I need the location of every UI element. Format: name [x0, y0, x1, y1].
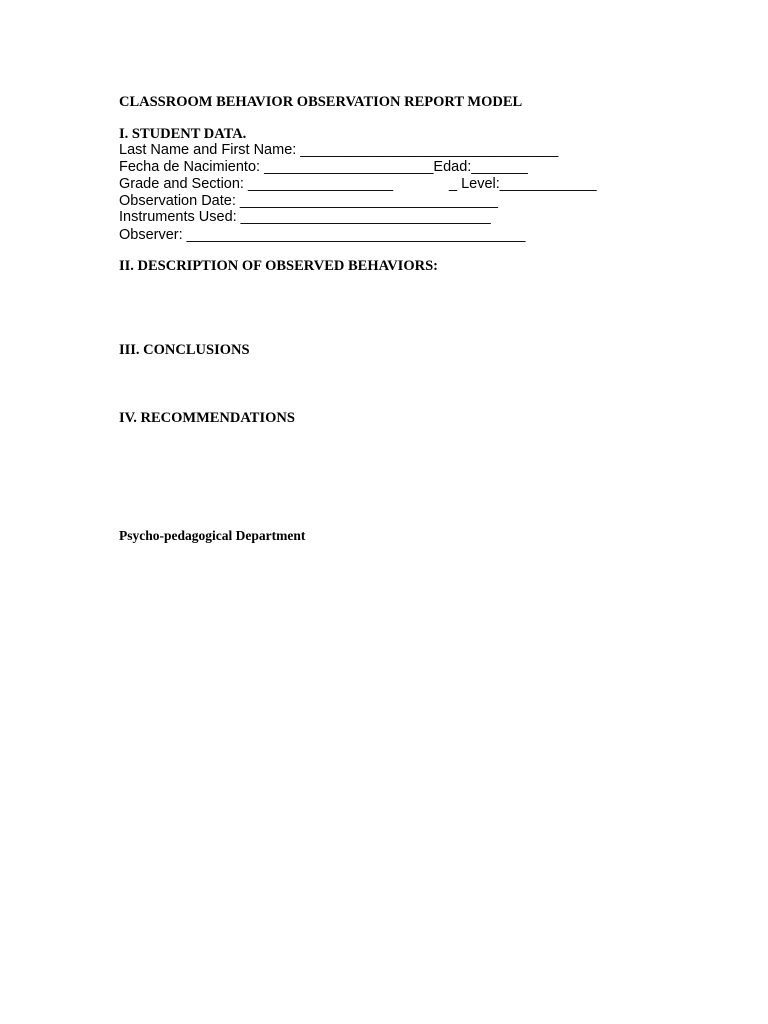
section-recommendations-heading: IV. RECOMMENDATIONS: [119, 410, 295, 426]
field-instruments-used-label: Instruments Used: _______________________________: [119, 209, 491, 225]
field-name: [119, 142, 558, 159]
field-observation-date-label: Observation Date: ________________________________: [119, 193, 498, 209]
field-grade-level-row: [119, 176, 597, 193]
section-observed-behaviors-heading: II. DESCRIPTION OF OBSERVED BEHAVIORS:: [119, 258, 438, 274]
section-conclusions-heading: III. CONCLUSIONS: [119, 342, 250, 358]
field-observation-date: [119, 193, 498, 210]
field-birth-age-row: [119, 159, 528, 176]
field-age: Edad:_______: [433, 159, 528, 175]
field-observer: [119, 227, 525, 244]
field-instruments-used: [119, 209, 491, 226]
field-grade-section: Grade and Section: __________________: [119, 176, 394, 192]
section-student-data-heading: I. STUDENT DATA.: [119, 126, 247, 142]
footer-department: Psycho-pedagogical Department: [119, 528, 306, 543]
field-level: _ Level:____________: [449, 176, 597, 192]
document-title: CLASSROOM BEHAVIOR OBSERVATION REPORT MODEL: [119, 94, 523, 110]
field-name-label: Last Name and First Name: ________________________________: [119, 142, 559, 158]
field-observer-label: Observer: __________________________________________: [119, 227, 526, 243]
field-birth-date: Fecha de Nacimiento: _____________________: [119, 159, 434, 175]
